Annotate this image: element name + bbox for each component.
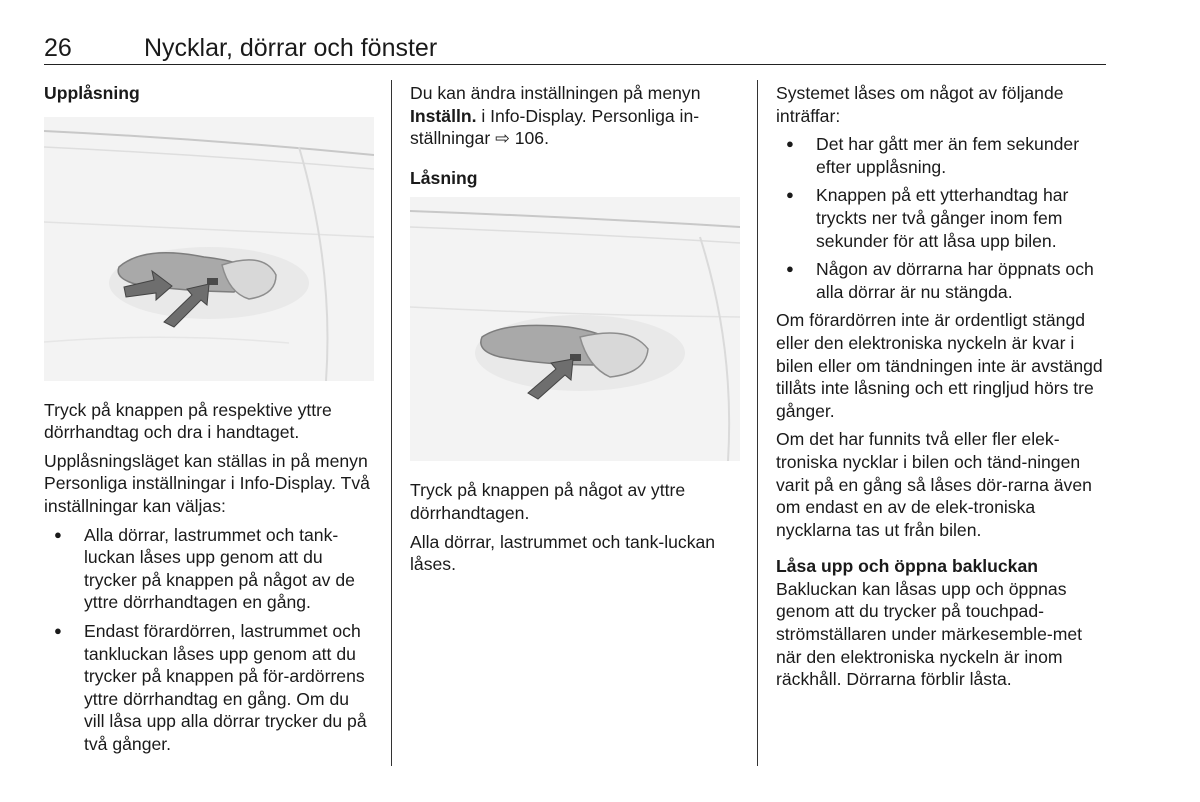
page-number: 26 [44, 34, 72, 62]
door-handle-unlock-illustration [44, 117, 374, 381]
section-heading-locking: Låsning [410, 167, 478, 188]
door-handle-lock-illustration [410, 197, 740, 461]
list-item: ● Det har gått mer än fem sekunder efter upplåsning. [776, 133, 1106, 178]
section-heading-unlocking: Upplåsning [44, 83, 140, 103]
unlock-options-list [44, 524, 374, 756]
page-reference: 106. [509, 128, 549, 149]
menu-name: Inställn. [410, 105, 477, 126]
list-item: ● Alla dörrar, lastrummet och tank-luckan låses upp genom att du trycker på knappen på något av de yttre dörrhandtagen en gång. [44, 524, 374, 614]
lock-result: Alla dörrar, lastrummet och tank-luckan låses. [410, 531, 716, 575]
multiple-keys-text: Om det har funnits två eller fler elek-troniska nycklar i bilen och tänd-ningen varit på en gång så låses dör-rarna även om endast en av de elek-troniska nycklarna tas ut från bilen. [776, 429, 1092, 540]
column-divider [391, 80, 392, 766]
lock-warning-text: Om förardörren inte är ordentligt stängd eller den elektroniska nyckeln är kvar i bilen eller om tändningen inte är avstängd tillåts inte låsning och ett ringljud hörs tre gånger. [776, 310, 1103, 421]
list-item: ● Endast förardörren, lastrummet och tankluckan låses upp genom att du trycker på knappen på för-ardörrens yttre dörrhandtag en gång. Om du vill låsa upp alla dörrar trycker du på två gånger. [44, 620, 374, 756]
list-item: ● Någon av dörrarna har öppnats och alla dörrar är nu stängda. [776, 258, 1106, 303]
column-unlocking [44, 82, 374, 762]
settings-paragraph: Du kan ändra inställningen på menyn Inställn. i Info-Display. Personliga in-ställningar ⇨ 106. [410, 83, 701, 150]
conditions-intro: Systemet låses om något av följande inträffar: [776, 83, 1064, 126]
tailgate-text: Bakluckan kan låsas upp och öppnas genom att du trycker på touchpad-strömställaren under märkesemble-met när den elektroniska nyckeln är inom räckhåll. Dörrarna förblir låsta. [776, 578, 1083, 690]
column-divider [757, 80, 758, 766]
page-header [44, 30, 1106, 65]
column-locking-conditions [776, 82, 1106, 697]
page-reference-icon: ⇨ [495, 129, 510, 150]
list-item: ● Knappen på ett ytterhandtag har tryckts ner två gånger inom fem sekunder för att låsa upp bilen. [776, 184, 1106, 252]
unlock-instruction: Tryck på knappen på respektive yttre dörrhandtag och dra i handtaget. [44, 399, 332, 443]
lock-instruction: Tryck på knappen på något av yttre dörrhandtagen. [410, 480, 686, 523]
column-locking [410, 82, 740, 582]
unlock-mode-text: Upplåsningsläget kan ställas in på menyn Personliga inställningar i Info-Display. Två inställningar kan väljas: [44, 450, 370, 516]
conditions-list [776, 133, 1106, 303]
section-heading-tailgate: Låsa upp och öppna bakluckan [776, 556, 1038, 577]
chapter-title: Nycklar, dörrar och fönster [144, 34, 438, 62]
